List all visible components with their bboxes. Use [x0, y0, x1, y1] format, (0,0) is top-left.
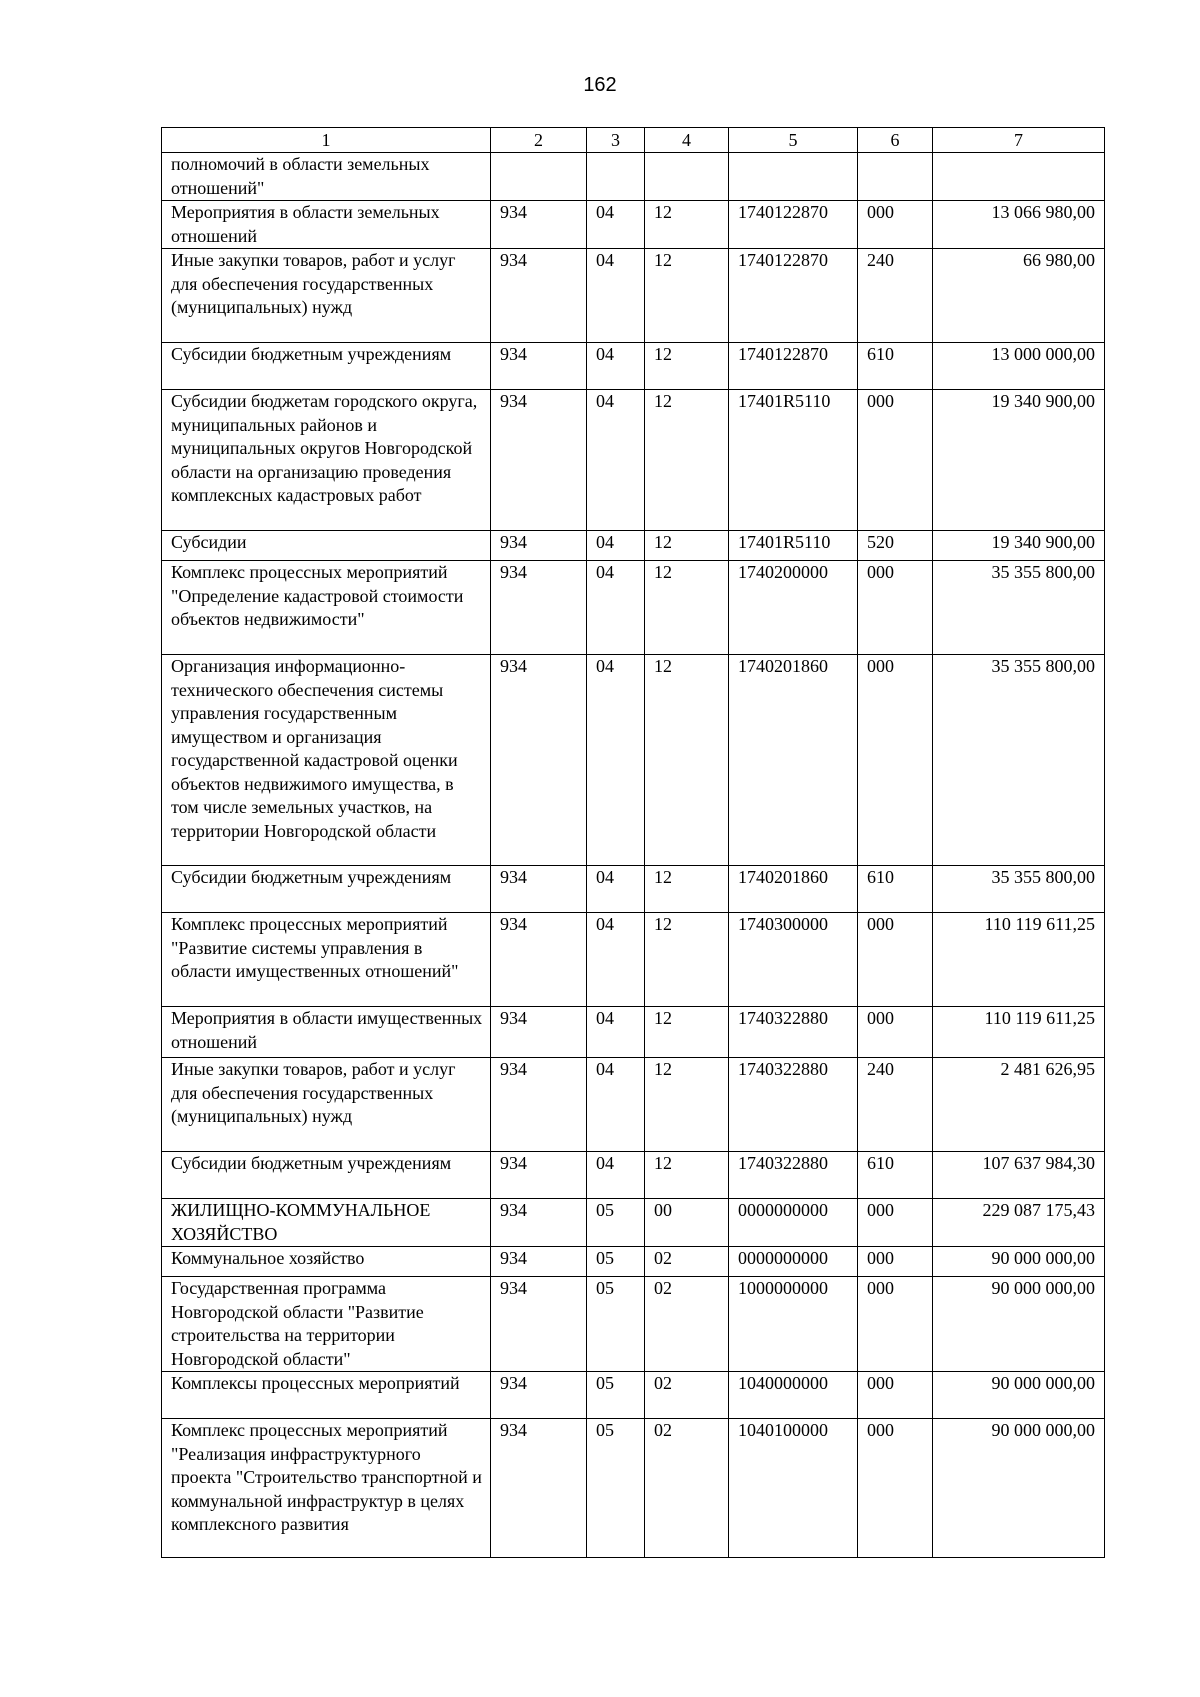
- row-name-cell: Субсидии бюджетным учреждениям: [162, 866, 491, 913]
- row-name-cell: Субсидии бюджетам городского округа, муниципальных районов и муниципальных округов Новгородской области на организацию проведения комплексных кадастровых работ: [162, 390, 491, 531]
- header-cell-1: 1: [162, 128, 491, 153]
- table-row: [162, 1247, 1105, 1277]
- row-expense-type-cell: 610: [858, 343, 933, 390]
- row-name-cell: Мероприятия в области земельных отношений: [162, 201, 491, 249]
- row-sum-cell: 19 340 900,00: [933, 531, 1105, 561]
- row-section-cell: 04: [587, 655, 645, 866]
- row-sum-cell: 107 637 984,30: [933, 1152, 1105, 1199]
- row-subsection-cell: 12: [645, 531, 729, 561]
- row-name-cell: Организация информационно-технического обеспечения системы управления государственным имуществом и организация государственной кадастровой оценки объектов недвижимого имущества, в том числе земельных участков, на территории Новгородской области: [162, 655, 491, 866]
- row-subsection-cell: 02: [645, 1277, 729, 1372]
- row-name-cell: Мероприятия в области имущественных отношений: [162, 1007, 491, 1058]
- row-expense-type-cell: 240: [858, 1058, 933, 1152]
- row-subsection-cell: 02: [645, 1372, 729, 1419]
- row-expense-type-cell: 000: [858, 1372, 933, 1419]
- row-subsection-cell: 12: [645, 866, 729, 913]
- row-target-article-cell: 1040100000: [729, 1419, 858, 1558]
- header-cell-7: 7: [933, 128, 1105, 153]
- row-grbs-cell: 934: [491, 1199, 587, 1247]
- row-section-cell: [587, 153, 645, 201]
- row-sum-cell: 2 481 626,95: [933, 1058, 1105, 1152]
- table-row: [162, 561, 1105, 655]
- row-subsection-cell: 02: [645, 1419, 729, 1558]
- row-subsection-cell: 12: [645, 561, 729, 655]
- row-target-article-cell: 17401R5110: [729, 390, 858, 531]
- table-row: [162, 1419, 1105, 1558]
- row-target-article-cell: 1740201860: [729, 866, 858, 913]
- header-cell-3: 3: [587, 128, 645, 153]
- row-name-cell: Коммунальное хозяйство: [162, 1247, 491, 1277]
- row-section-cell: 04: [587, 249, 645, 343]
- row-section-cell: 05: [587, 1247, 645, 1277]
- row-grbs-cell: 934: [491, 1058, 587, 1152]
- row-expense-type-cell: 610: [858, 1152, 933, 1199]
- row-sum-cell: 90 000 000,00: [933, 1419, 1105, 1558]
- header-cell-2: 2: [491, 128, 587, 153]
- row-target-article-cell: 1040000000: [729, 1372, 858, 1419]
- row-section-cell: 04: [587, 913, 645, 1007]
- row-name-cell: Комплекс процессных мероприятий "Определение кадастровой стоимости объектов недвижимости": [162, 561, 491, 655]
- row-grbs-cell: 934: [491, 1277, 587, 1372]
- row-target-article-cell: [729, 153, 858, 201]
- table-row: [162, 153, 1105, 201]
- row-grbs-cell: 934: [491, 1007, 587, 1058]
- row-target-article-cell: 0000000000: [729, 1199, 858, 1247]
- row-expense-type-cell: 000: [858, 201, 933, 249]
- row-grbs-cell: 934: [491, 1419, 587, 1558]
- page-number: 162: [583, 74, 617, 96]
- row-expense-type-cell: 000: [858, 390, 933, 531]
- table-row: [162, 1199, 1105, 1247]
- row-target-article-cell: 17401R5110: [729, 531, 858, 561]
- row-target-article-cell: 1000000000: [729, 1277, 858, 1372]
- table-row: [162, 531, 1105, 561]
- row-grbs-cell: 934: [491, 343, 587, 390]
- row-grbs-cell: 934: [491, 1152, 587, 1199]
- row-expense-type-cell: 610: [858, 866, 933, 913]
- row-section-cell: 05: [587, 1199, 645, 1247]
- row-target-article-cell: 1740322880: [729, 1058, 858, 1152]
- row-sum-cell: 35 355 800,00: [933, 561, 1105, 655]
- table-row: [162, 1372, 1105, 1419]
- row-name-cell: Субсидии бюджетным учреждениям: [162, 343, 491, 390]
- row-section-cell: 04: [587, 343, 645, 390]
- row-grbs-cell: [491, 153, 587, 201]
- row-target-article-cell: 1740300000: [729, 913, 858, 1007]
- row-subsection-cell: [645, 153, 729, 201]
- row-grbs-cell: 934: [491, 913, 587, 1007]
- row-expense-type-cell: 520: [858, 531, 933, 561]
- row-sum-cell: 90 000 000,00: [933, 1277, 1105, 1372]
- budget-table: [161, 127, 1105, 1558]
- table-row: [162, 1058, 1105, 1152]
- row-name-cell: Комплекс процессных мероприятий "Реализация инфраструктурного проекта "Строительство транспортной и коммунальной инфраструктур в целях комплексного развития: [162, 1419, 491, 1558]
- row-name-cell: полномочий в области земельных отношений": [162, 153, 491, 201]
- row-name-cell: ЖИЛИЩНО-КОММУНАЛЬНОЕ ХОЗЯЙСТВО: [162, 1199, 491, 1247]
- row-expense-type-cell: [858, 153, 933, 201]
- row-sum-cell: 19 340 900,00: [933, 390, 1105, 531]
- row-grbs-cell: 934: [491, 655, 587, 866]
- row-section-cell: 04: [587, 1152, 645, 1199]
- row-target-article-cell: 1740322880: [729, 1007, 858, 1058]
- row-subsection-cell: 12: [645, 390, 729, 531]
- row-grbs-cell: 934: [491, 390, 587, 531]
- row-subsection-cell: 12: [645, 343, 729, 390]
- row-expense-type-cell: 000: [858, 1277, 933, 1372]
- header-cell-6: 6: [858, 128, 933, 153]
- row-target-article-cell: 0000000000: [729, 1247, 858, 1277]
- row-target-article-cell: 1740122870: [729, 201, 858, 249]
- table-header-row: [162, 128, 1105, 153]
- row-name-cell: Иные закупки товаров, работ и услуг для обеспечения государственных (муниципальных) нужд: [162, 1058, 491, 1152]
- table-row: [162, 249, 1105, 343]
- table-row: [162, 201, 1105, 249]
- row-target-article-cell: 1740322880: [729, 1152, 858, 1199]
- row-target-article-cell: 1740122870: [729, 343, 858, 390]
- row-grbs-cell: 934: [491, 561, 587, 655]
- row-subsection-cell: 12: [645, 1007, 729, 1058]
- row-section-cell: 04: [587, 531, 645, 561]
- row-expense-type-cell: 000: [858, 1247, 933, 1277]
- row-section-cell: 05: [587, 1277, 645, 1372]
- row-target-article-cell: 1740122870: [729, 249, 858, 343]
- table-row: [162, 655, 1105, 866]
- row-name-cell: Иные закупки товаров, работ и услуг для обеспечения государственных (муниципальных) нужд: [162, 249, 491, 343]
- row-sum-cell: 229 087 175,43: [933, 1199, 1105, 1247]
- row-grbs-cell: 934: [491, 249, 587, 343]
- row-expense-type-cell: 000: [858, 1199, 933, 1247]
- table-row: [162, 1152, 1105, 1199]
- row-sum-cell: 90 000 000,00: [933, 1247, 1105, 1277]
- row-grbs-cell: 934: [491, 1372, 587, 1419]
- row-sum-cell: 35 355 800,00: [933, 866, 1105, 913]
- row-sum-cell: 90 000 000,00: [933, 1372, 1105, 1419]
- table-row: [162, 1277, 1105, 1372]
- row-subsection-cell: 12: [645, 201, 729, 249]
- row-subsection-cell: 12: [645, 655, 729, 866]
- row-subsection-cell: 00: [645, 1199, 729, 1247]
- row-grbs-cell: 934: [491, 531, 587, 561]
- row-expense-type-cell: 000: [858, 913, 933, 1007]
- header-cell-4: 4: [645, 128, 729, 153]
- header-cell-5: 5: [729, 128, 858, 153]
- row-section-cell: 05: [587, 1419, 645, 1558]
- row-expense-type-cell: 000: [858, 655, 933, 866]
- row-section-cell: 04: [587, 201, 645, 249]
- table-row: [162, 343, 1105, 390]
- row-target-article-cell: 1740200000: [729, 561, 858, 655]
- row-sum-cell: 110 119 611,25: [933, 913, 1105, 1007]
- row-expense-type-cell: 240: [858, 249, 933, 343]
- row-section-cell: 04: [587, 390, 645, 531]
- row-sum-cell: 13 066 980,00: [933, 201, 1105, 249]
- row-name-cell: Субсидии бюджетным учреждениям: [162, 1152, 491, 1199]
- row-subsection-cell: 12: [645, 1152, 729, 1199]
- row-sum-cell: 66 980,00: [933, 249, 1105, 343]
- row-expense-type-cell: 000: [858, 1419, 933, 1558]
- row-grbs-cell: 934: [491, 201, 587, 249]
- table-row: [162, 390, 1105, 531]
- row-target-article-cell: 1740201860: [729, 655, 858, 866]
- row-section-cell: 04: [587, 866, 645, 913]
- table-row: [162, 1007, 1105, 1058]
- row-sum-cell: 35 355 800,00: [933, 655, 1105, 866]
- row-subsection-cell: 12: [645, 913, 729, 1007]
- row-section-cell: 04: [587, 1058, 645, 1152]
- row-name-cell: Комплекс процессных мероприятий "Развитие системы управления в области имущественных отношений": [162, 913, 491, 1007]
- row-sum-cell: [933, 153, 1105, 201]
- row-grbs-cell: 934: [491, 866, 587, 913]
- row-section-cell: 05: [587, 1372, 645, 1419]
- row-name-cell: Субсидии: [162, 531, 491, 561]
- row-grbs-cell: 934: [491, 1247, 587, 1277]
- table-row: [162, 913, 1105, 1007]
- row-subsection-cell: 02: [645, 1247, 729, 1277]
- row-name-cell: Государственная программа Новгородской области "Развитие строительства на территории Новгородской области": [162, 1277, 491, 1372]
- row-name-cell: Комплексы процессных мероприятий: [162, 1372, 491, 1419]
- row-section-cell: 04: [587, 561, 645, 655]
- row-expense-type-cell: 000: [858, 1007, 933, 1058]
- row-subsection-cell: 12: [645, 249, 729, 343]
- row-expense-type-cell: 000: [858, 561, 933, 655]
- row-subsection-cell: 12: [645, 1058, 729, 1152]
- row-sum-cell: 110 119 611,25: [933, 1007, 1105, 1058]
- table-row: [162, 866, 1105, 913]
- row-sum-cell: 13 000 000,00: [933, 343, 1105, 390]
- row-section-cell: 04: [587, 1007, 645, 1058]
